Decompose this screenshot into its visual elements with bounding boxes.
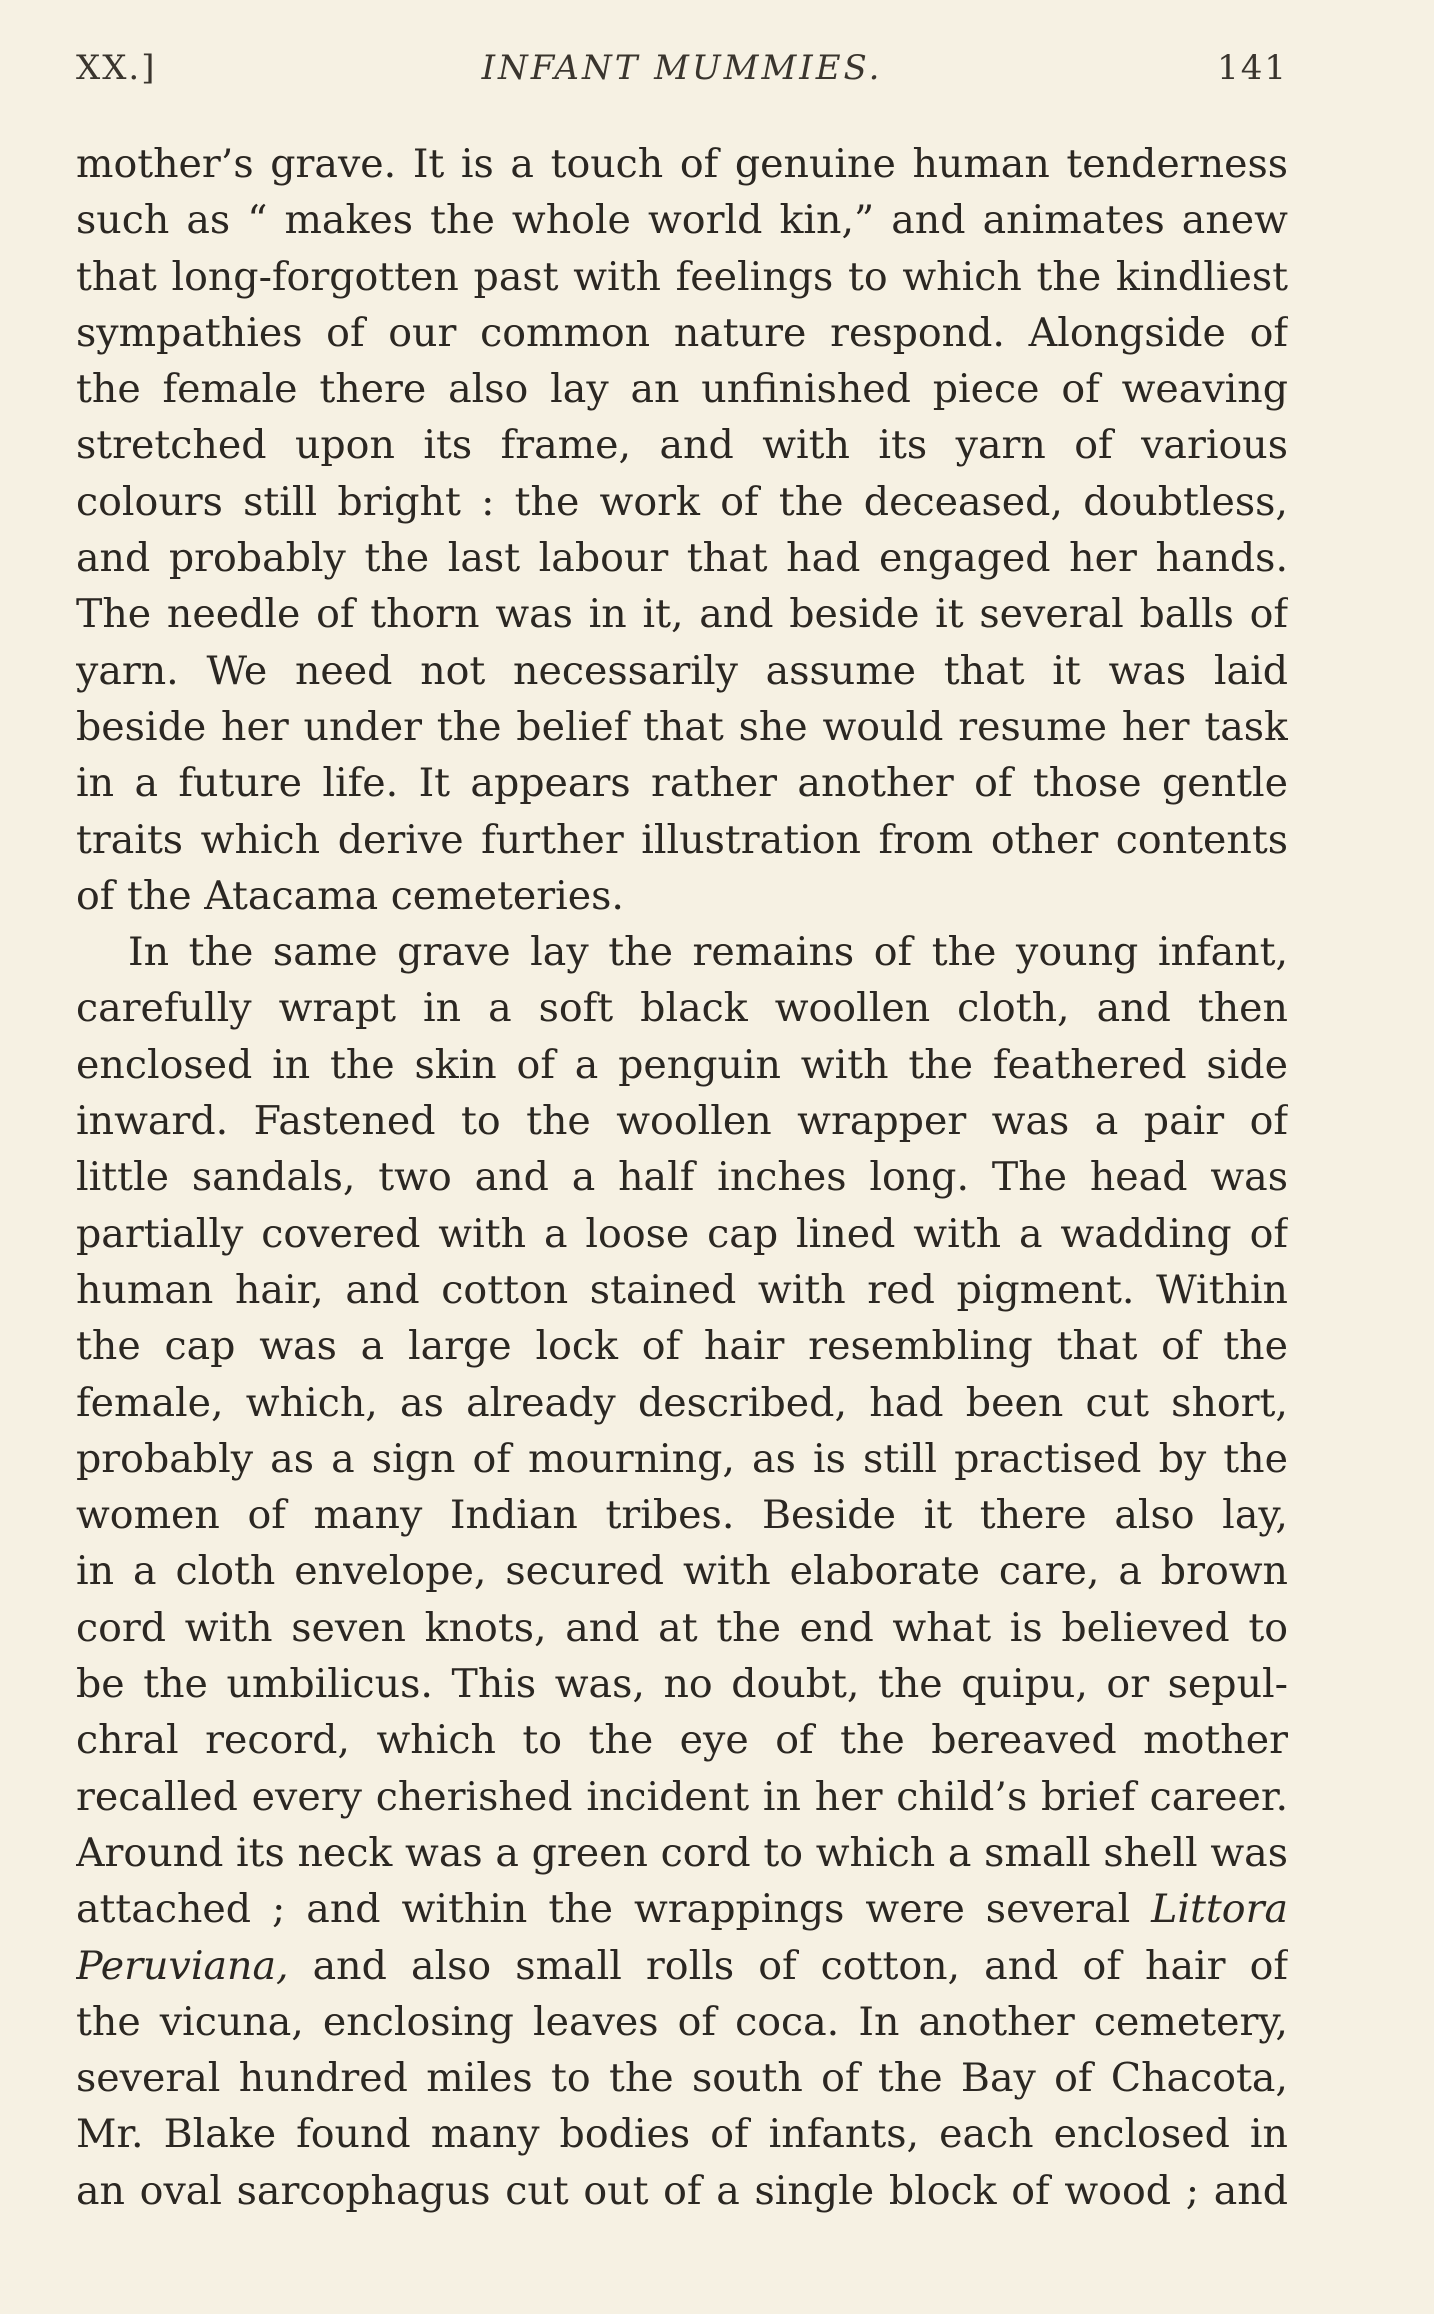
text-line: mother’s grave. It is a touch of genuine human tenderness [76,141,1288,187]
text-line: sympathies of our common nature respond. Alongside of [76,309,1288,356]
text-line: inward. Fastened to the woollen wrapper was a pair of [76,1098,1288,1145]
text-line: female, which, as already described, had been cut short, [76,1379,1288,1426]
text-line: the female there also lay an unfinished piece of weaving [76,366,1288,413]
running-title: INFANT MUMMIES. [481,48,883,88]
text-line: stretched upon its frame, and with its yarn of various [76,422,1288,469]
chapter-number: XX.] [76,48,157,88]
text-line: and probably the last labour that had engaged her hands. [76,535,1288,582]
text-line: cord with seven knots, and at the end what is believed to [76,1604,1288,1651]
text-line: attached ; and within the wrappings were several Littora [76,1886,1288,1933]
text-line: several hundred miles to the south of the Bay of Chacota, [76,2055,1288,2102]
body-text [76,136,1288,2219]
text-line: Peruviana, and also small rolls of cotton, and of hair of [76,1942,1288,1989]
page-number: 141 [1217,48,1288,88]
running-head [76,48,1288,98]
paragraph [76,924,1288,2219]
text-line: the cap was a large lock of hair resembling that of the [76,1323,1288,1370]
text-line: in a future life. It appears rather another of those gentle [76,760,1288,807]
text-line: the vicuna, enclosing leaves of coca. In another cemetery, [76,1998,1288,2045]
text-line: carefully wrapt in a soft black woollen cloth, and then [76,985,1288,1032]
text-line: colours still bright : the work of the deceased, doubtless, [76,478,1288,525]
text-line: enclosed in the skin of a penguin with the feathered side [76,1041,1288,1088]
text-line: traits which derive further illustration from other contents [76,816,1288,863]
text-line: yarn. We need not necessarily assume that it was laid [76,647,1288,694]
text-line: that long-forgotten past with feelings to which the kindliest [76,253,1288,300]
text-line: chral record, which to the eye of the bereaved mother [76,1717,1288,1764]
text-line: recalled every cherished incident in her child’s brief career. [76,1773,1288,1820]
text-line: beside her under the belief that she would resume her task [76,703,1288,750]
text-line: The needle of thorn was in it, and beside it several balls of [76,591,1288,638]
text-line: Mr. Blake found many bodies of infants, each enclosed in [76,2111,1288,2158]
text-line: probably as a sign of mourning, as is still practised by the [76,1435,1288,1482]
text-line: little sandals, two and a half inches long. The head was [76,1154,1288,1201]
text-line: an oval sarcophagus cut out of a single block of wood ; and [76,2167,1288,2214]
text-line: such as “ makes the whole world kin,” and animates anew [76,197,1288,244]
paragraph [76,136,1288,924]
text-line: women of many Indian tribes. Beside it there also lay, [76,1492,1288,1539]
text-line: Around its neck was a green cord to which a small shell was [76,1829,1288,1876]
text-line: in a cloth envelope, secured with elaborate care, a brown [76,1548,1288,1595]
text-line: In the same grave lay the remains of the young infant, [128,929,1288,976]
text-line: partially covered with a loose cap lined with a wadding of [76,1210,1288,1257]
text-line: be the umbilicus. This was, no doubt, the quipu, or sepul- [76,1661,1288,1708]
text-line: human hair, and cotton stained with red pigment. Within [76,1266,1288,1313]
text-line: of the Atacama cemeteries. [76,872,624,919]
